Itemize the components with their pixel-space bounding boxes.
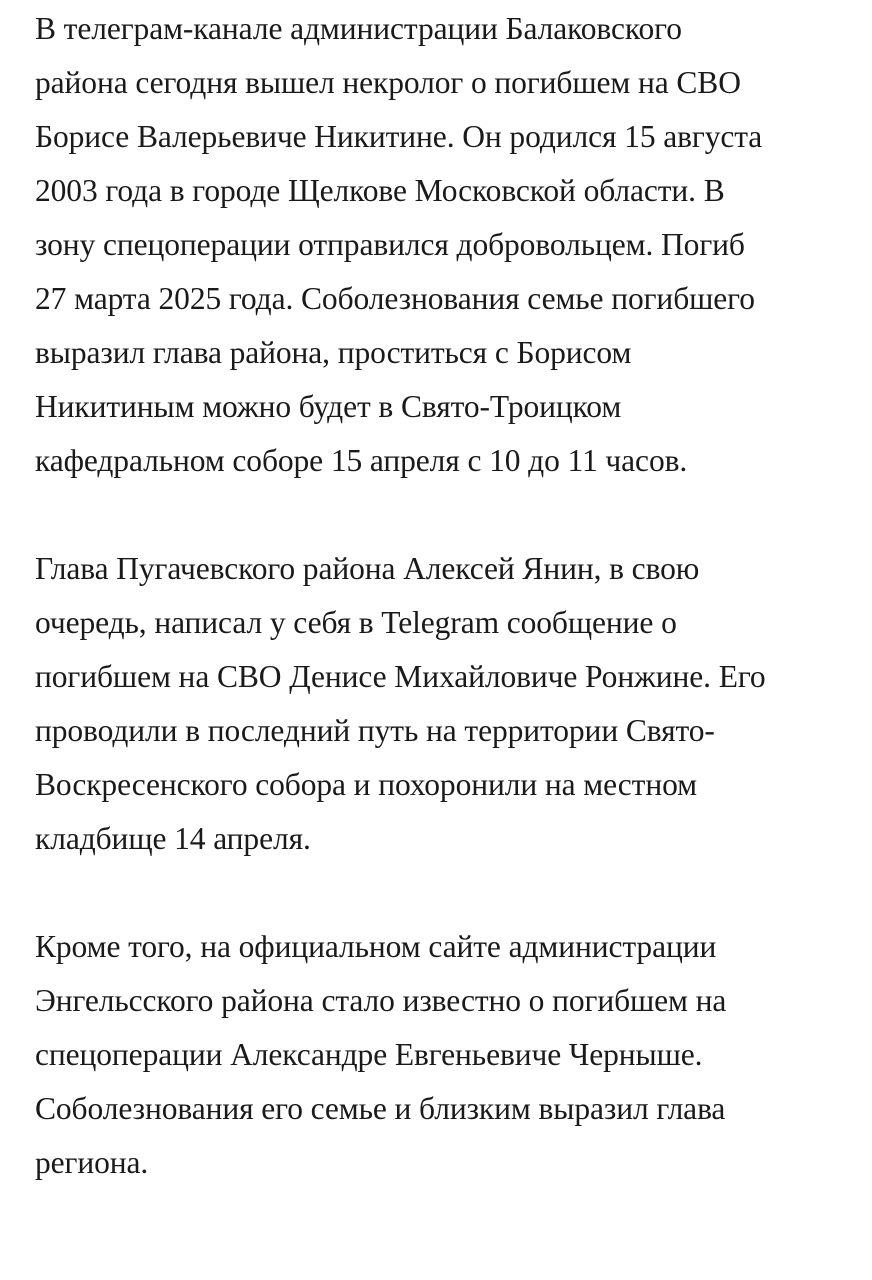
text-line: Воскресенского собора и похоронили на местном — [35, 767, 697, 802]
text-line: региона. — [35, 1145, 149, 1180]
text-line: очередь, написал у себя в Telegram сообщение о — [35, 605, 677, 640]
text-line: Соболезнования его семье и близким выразил глава — [35, 1091, 726, 1126]
text-line: 2003 года в городе Щелкове Московской области. В — [35, 173, 725, 208]
paragraph-pugachev — [35, 542, 869, 866]
text-line: 27 марта 2025 года. Соболезнования семье погибшего — [35, 281, 755, 316]
text-line: спецоперации Александре Евгеньевиче Черныше. — [35, 1037, 703, 1072]
paragraph-spacer — [35, 866, 869, 920]
text-line: Борисе Валерьевиче Никитине. Он родился 15 августа — [35, 119, 763, 154]
text-line: проводили в последний путь на территории Свято- — [35, 713, 715, 748]
text-line: зону спецоперации отправился добровольцем. Погиб — [35, 227, 745, 262]
paragraph-balakovo — [35, 2, 869, 488]
article-body — [35, 2, 869, 1190]
paragraph-engels — [35, 920, 869, 1190]
text-line: Глава Пугачевского района Алексей Янин, в свою — [35, 551, 700, 586]
text-line: погибшем на СВО Денисе Михайловиче Ронжине. Его — [35, 659, 766, 694]
text-line: Энгельсского района стало известно о погибшем на — [35, 983, 727, 1018]
text-line: В телеграм-канале администрации Балаковского — [35, 11, 682, 46]
text-line: кафедральном соборе 15 апреля с 10 до 11 часов. — [35, 443, 688, 478]
paragraph-spacer — [35, 488, 869, 542]
text-line: кладбище 14 апреля. — [35, 821, 311, 856]
text-line: Никитиным можно будет в Свято-Троицком — [35, 389, 622, 424]
text-line: Кроме того, на официальном сайте администрации — [35, 929, 717, 964]
text-line: выразил глава района, проститься с Борисом — [35, 335, 632, 370]
text-line: района сегодня вышел некролог о погибшем на СВО — [35, 65, 741, 100]
